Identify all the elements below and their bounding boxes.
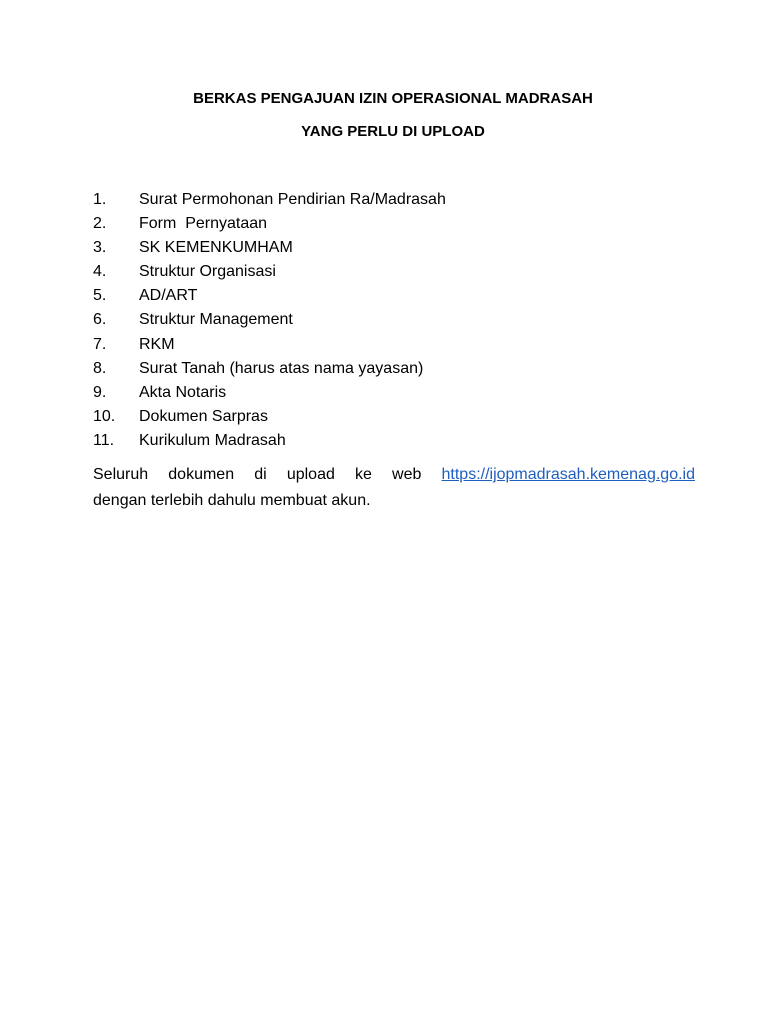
item-number: 4. bbox=[93, 263, 107, 281]
requirements-list bbox=[93, 189, 446, 454]
item-number: 10. bbox=[93, 407, 116, 425]
item-label: Struktur Organisasi bbox=[139, 263, 276, 281]
list-item bbox=[93, 213, 446, 237]
item-label: Struktur Management bbox=[139, 311, 293, 329]
item-label: Surat Tanah (harus atas nama yayasan) bbox=[139, 359, 424, 377]
note-word: dokumen bbox=[168, 466, 235, 483]
list-item bbox=[93, 406, 446, 430]
list-item bbox=[93, 189, 446, 213]
item-label: Kurikulum Madrasah bbox=[139, 431, 286, 449]
document-title: BERKAS PENGAJUAN IZIN OPERASIONAL MADRASAH bbox=[193, 90, 593, 107]
note-word: di bbox=[254, 466, 267, 483]
item-number: 9. bbox=[93, 383, 107, 401]
item-number: 5. bbox=[93, 287, 107, 305]
upload-note-line2: dengan terlebih dahulu membuat akun. bbox=[93, 492, 371, 509]
item-label: Form Pernyataan bbox=[139, 215, 268, 233]
item-number: 11. bbox=[93, 431, 115, 449]
list-item bbox=[93, 334, 446, 358]
upload-note bbox=[93, 462, 695, 514]
list-item bbox=[93, 261, 446, 285]
item-label: RKM bbox=[139, 335, 175, 353]
item-number: 6. bbox=[93, 311, 107, 329]
note-word: ke bbox=[354, 466, 372, 483]
item-label: Dokumen Sarpras bbox=[139, 407, 268, 425]
list-item bbox=[93, 430, 446, 454]
item-number: 7. bbox=[93, 335, 107, 353]
list-item bbox=[93, 382, 446, 406]
list-item bbox=[93, 285, 446, 309]
list-item bbox=[93, 237, 446, 261]
item-label: Surat Permohonan Pendirian Ra/Madrasah bbox=[139, 191, 446, 208]
item-label: Akta Notaris bbox=[139, 383, 227, 401]
note-word: Seluruh bbox=[93, 466, 149, 483]
item-number: 1. bbox=[93, 191, 107, 208]
item-number: 8. bbox=[93, 359, 107, 377]
upload-website-link[interactable]: https://ijopmadrasah.kemenag.go.id bbox=[441, 466, 695, 483]
note-word: upload bbox=[286, 466, 335, 483]
document-subtitle: YANG PERLU DI UPLOAD bbox=[301, 123, 485, 140]
note-word: web bbox=[392, 466, 422, 483]
list-item bbox=[93, 358, 446, 382]
upload-note-line1 bbox=[93, 462, 695, 488]
list-item bbox=[93, 309, 446, 333]
item-number: 3. bbox=[93, 239, 107, 257]
item-number: 2. bbox=[93, 215, 107, 233]
item-label: SK KEMENKUMHAM bbox=[139, 239, 293, 257]
item-label: AD/ART bbox=[139, 287, 198, 305]
